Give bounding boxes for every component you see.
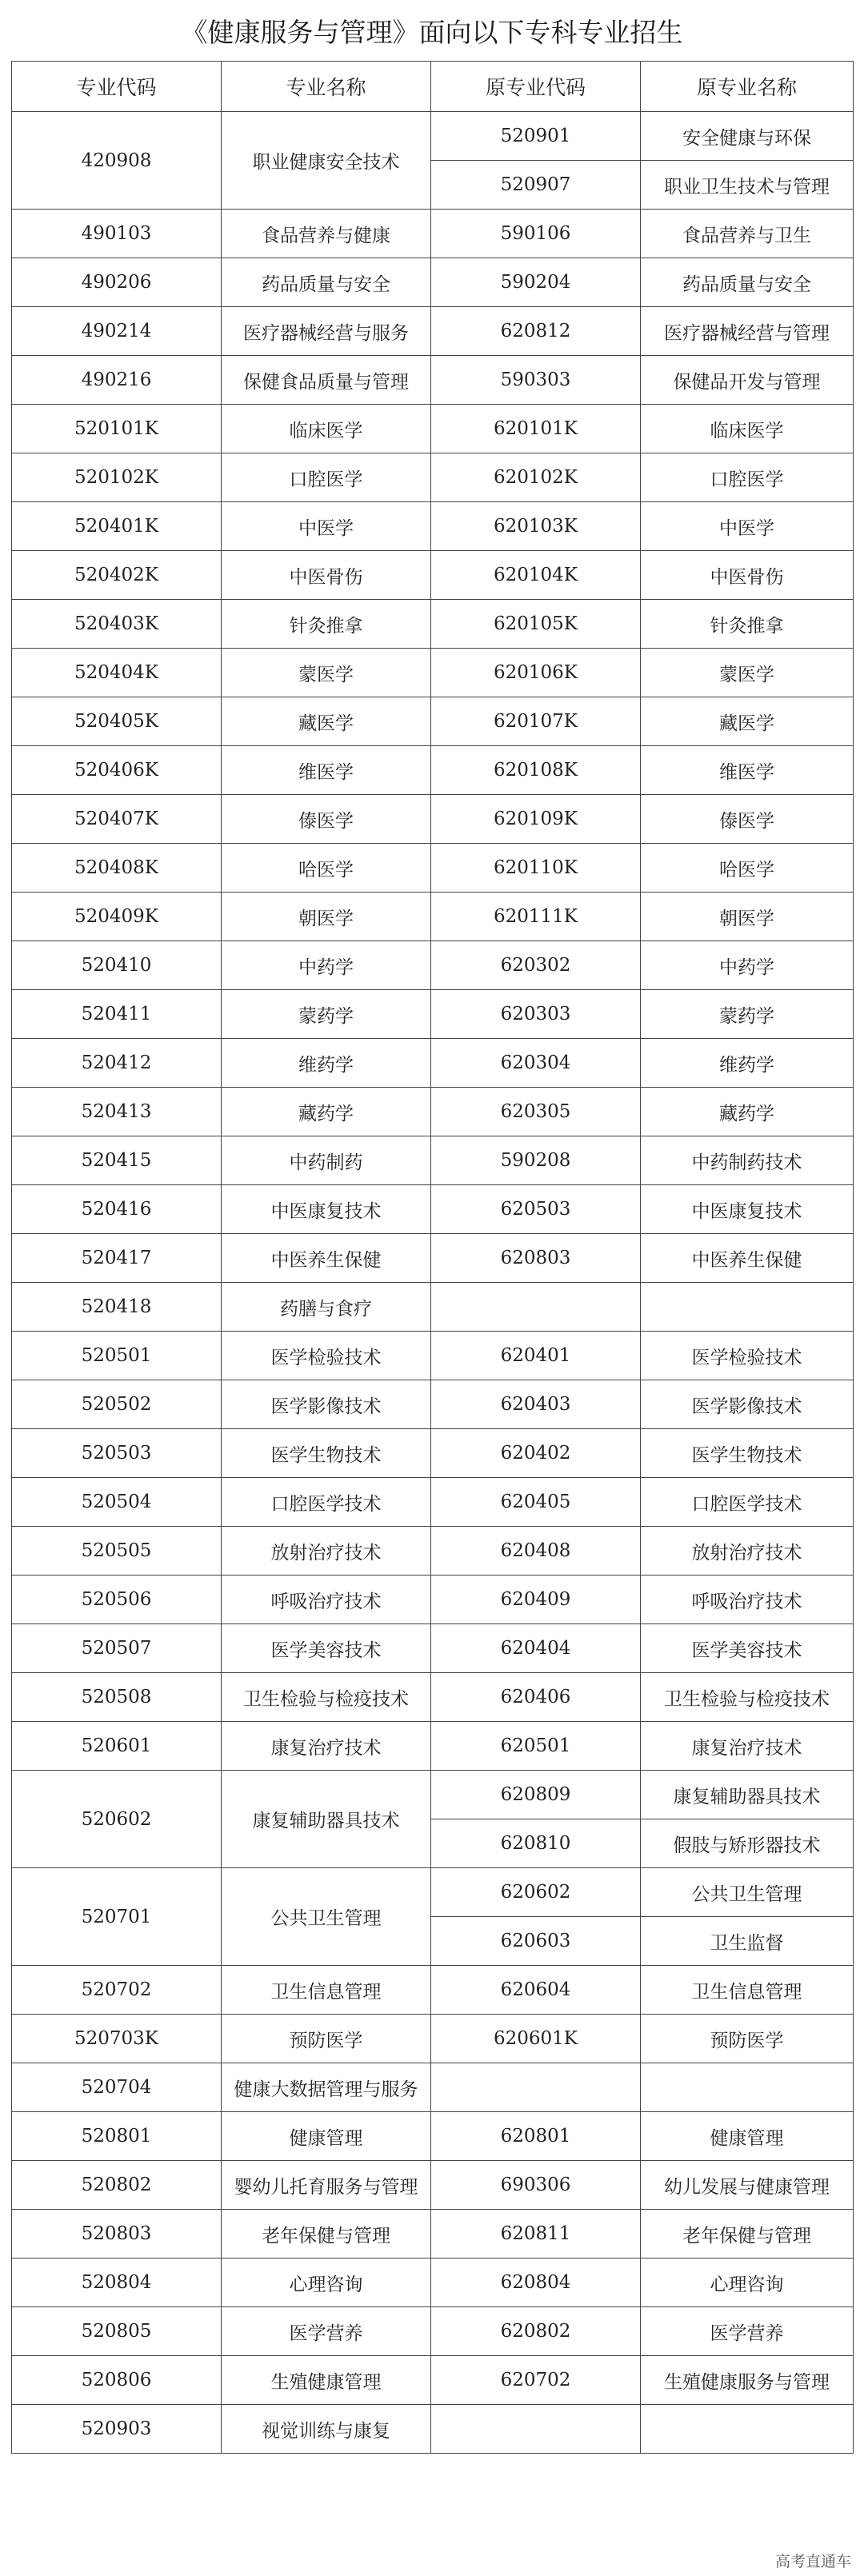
table-row (12, 697, 854, 746)
major-code-cell: 490103 (12, 210, 222, 258)
table-row (12, 1966, 854, 2015)
major-code-cell: 520412 (12, 1039, 222, 1088)
table-row (12, 1576, 854, 1624)
original-name-cell: 临床医学 (641, 405, 854, 453)
original-name-cell: 放射治疗技术 (641, 1527, 854, 1576)
major-name-cell: 食品营养与健康 (222, 210, 431, 258)
original-code-cell: 620109K (431, 795, 641, 844)
original-name-cell: 蒙药学 (641, 990, 854, 1039)
original-name-cell: 中药学 (641, 941, 854, 990)
major-name-cell: 卫生检验与检疫技术 (222, 1673, 431, 1722)
original-name-cell (641, 2063, 854, 2112)
original-name-cell: 康复治疗技术 (641, 1722, 854, 1771)
original-name-cell: 中药制药技术 (641, 1136, 854, 1185)
original-name-cell: 哈医学 (641, 844, 854, 893)
original-code-cell: 620604 (431, 1966, 641, 2015)
major-name-cell: 哈医学 (222, 844, 431, 893)
major-code-cell: 520404K (12, 649, 222, 697)
table-row (12, 2112, 854, 2161)
major-code-cell: 520504 (12, 1478, 222, 1527)
table-row (12, 1478, 854, 1527)
major-name-cell: 医学营养 (222, 2307, 431, 2356)
major-name-cell: 中医康复技术 (222, 1185, 431, 1234)
major-name-cell: 医学影像技术 (222, 1380, 431, 1429)
major-code-cell: 520417 (12, 1234, 222, 1283)
table-row (12, 307, 854, 356)
major-name-cell: 康复治疗技术 (222, 1722, 431, 1771)
major-name-cell: 针灸推拿 (222, 600, 431, 649)
original-code-cell: 620107K (431, 697, 641, 746)
original-code-cell: 620108K (431, 746, 641, 795)
original-code-cell: 620802 (431, 2307, 641, 2356)
major-name-cell: 视觉训练与康复 (222, 2405, 431, 2454)
original-name-cell: 医学营养 (641, 2307, 854, 2356)
major-name-cell: 医疗器械经营与服务 (222, 307, 431, 356)
major-name-cell: 傣医学 (222, 795, 431, 844)
major-name-cell: 维药学 (222, 1039, 431, 1088)
original-name-cell: 卫生信息管理 (641, 1966, 854, 2015)
major-code-cell: 490214 (12, 307, 222, 356)
table-row (12, 649, 854, 697)
major-code-cell: 520415 (12, 1136, 222, 1185)
table-row (12, 746, 854, 795)
original-name-cell: 傣医学 (641, 795, 854, 844)
major-name-cell: 呼吸治疗技术 (222, 1576, 431, 1624)
original-code-cell: 620812 (431, 307, 641, 356)
major-code-cell: 520903 (12, 2405, 222, 2454)
original-name-cell: 卫生检验与检疫技术 (641, 1673, 854, 1722)
original-code-cell: 620809 (431, 1771, 641, 1819)
table-row (12, 2356, 854, 2405)
original-name-cell: 朝医学 (641, 893, 854, 941)
major-name-cell: 口腔医学技术 (222, 1478, 431, 1527)
original-name-cell: 呼吸治疗技术 (641, 1576, 854, 1624)
watermark: 高考直通车 (774, 2553, 851, 2570)
table-row (12, 1527, 854, 1576)
table-row (12, 1088, 854, 1136)
original-name-cell: 口腔医学 (641, 453, 854, 502)
table-row (12, 453, 854, 502)
original-code-cell: 620804 (431, 2258, 641, 2307)
original-name-cell: 针灸推拿 (641, 600, 854, 649)
original-code-cell: 620305 (431, 1088, 641, 1136)
page-title: 《健康服务与管理》面向以下专科专业招生 (181, 17, 683, 48)
table-row (12, 1868, 854, 1917)
major-code-cell: 520405K (12, 697, 222, 746)
original-name-cell: 蒙医学 (641, 649, 854, 697)
original-name-cell: 中医康复技术 (641, 1185, 854, 1234)
original-code-cell: 620702 (431, 2356, 641, 2405)
major-code-cell: 520701 (12, 1868, 222, 1966)
original-code-cell: 620503 (431, 1185, 641, 1234)
header-major-code: 专业代码 (12, 62, 222, 112)
table-row (12, 1722, 854, 1771)
major-code-cell: 520508 (12, 1673, 222, 1722)
table-row (12, 844, 854, 893)
major-code-cell: 520403K (12, 600, 222, 649)
major-name-cell: 卫生信息管理 (222, 1966, 431, 2015)
table-row (12, 2015, 854, 2063)
major-name-cell: 放射治疗技术 (222, 1527, 431, 1576)
original-code-cell: 620401 (431, 1332, 641, 1380)
major-code-cell: 520804 (12, 2258, 222, 2307)
table-row (12, 1039, 854, 1088)
major-code-cell: 490216 (12, 356, 222, 405)
major-code-cell: 520502 (12, 1380, 222, 1429)
original-code-cell: 620403 (431, 1380, 641, 1429)
table-row (12, 1234, 854, 1283)
major-name-cell: 中医骨伤 (222, 551, 431, 600)
major-name-cell: 临床医学 (222, 405, 431, 453)
original-name-cell: 健康管理 (641, 2112, 854, 2161)
major-code-cell: 520410 (12, 941, 222, 990)
major-code-cell: 520102K (12, 453, 222, 502)
original-name-cell: 假肢与矫形器技术 (641, 1819, 854, 1868)
major-code-cell: 520704 (12, 2063, 222, 2112)
major-name-cell: 公共卫生管理 (222, 1868, 431, 1966)
original-code-cell: 620408 (431, 1527, 641, 1576)
original-name-cell: 中医学 (641, 502, 854, 551)
major-name-cell: 中医养生保健 (222, 1234, 431, 1283)
major-code-cell: 520703K (12, 2015, 222, 2063)
major-code-cell: 520411 (12, 990, 222, 1039)
table-row (12, 1185, 854, 1234)
table-row (12, 551, 854, 600)
original-name-cell: 公共卫生管理 (641, 1868, 854, 1917)
header-major-name: 专业名称 (222, 62, 431, 112)
major-code-cell: 520416 (12, 1185, 222, 1234)
major-name-cell: 婴幼儿托育服务与管理 (222, 2161, 431, 2210)
table-row (12, 795, 854, 844)
original-name-cell: 老年保健与管理 (641, 2210, 854, 2258)
major-name-cell: 维医学 (222, 746, 431, 795)
major-code-cell: 520806 (12, 2356, 222, 2405)
major-name-cell: 口腔医学 (222, 453, 431, 502)
original-code-cell: 620101K (431, 405, 641, 453)
major-code-cell: 520803 (12, 2210, 222, 2258)
table-row (12, 1283, 854, 1332)
table-row (12, 2210, 854, 2258)
table-row (12, 600, 854, 649)
major-name-cell: 藏医学 (222, 697, 431, 746)
major-code-cell: 420908 (12, 112, 222, 210)
major-name-cell: 心理咨询 (222, 2258, 431, 2307)
major-code-cell: 520402K (12, 551, 222, 600)
major-code-cell: 520805 (12, 2307, 222, 2356)
table-row (12, 1332, 854, 1380)
major-name-cell: 药膳与食疗 (222, 1283, 431, 1332)
original-name-cell: 生殖健康服务与管理 (641, 2356, 854, 2405)
major-name-cell: 医学美容技术 (222, 1624, 431, 1673)
table-row (12, 990, 854, 1039)
original-name-cell: 医学检验技术 (641, 1332, 854, 1380)
major-name-cell: 中药制药 (222, 1136, 431, 1185)
original-code-cell: 620402 (431, 1429, 641, 1478)
original-name-cell: 口腔医学技术 (641, 1478, 854, 1527)
major-code-cell: 520505 (12, 1527, 222, 1576)
original-code-cell: 590204 (431, 258, 641, 307)
major-name-cell: 中药学 (222, 941, 431, 990)
table-row (12, 1380, 854, 1429)
major-code-cell: 520801 (12, 2112, 222, 2161)
original-code-cell: 620102K (431, 453, 641, 502)
major-name-cell: 医学生物技术 (222, 1429, 431, 1478)
major-name-cell: 医学检验技术 (222, 1332, 431, 1380)
major-code-cell: 520503 (12, 1429, 222, 1478)
major-code-cell: 520418 (12, 1283, 222, 1332)
original-name-cell: 食品营养与卫生 (641, 210, 854, 258)
original-code-cell: 620801 (431, 2112, 641, 2161)
original-name-cell: 卫生监督 (641, 1917, 854, 1966)
original-name-cell (641, 1283, 854, 1332)
original-code-cell: 620406 (431, 1673, 641, 1722)
original-name-cell: 安全健康与环保 (641, 112, 854, 161)
major-name-cell: 康复辅助器具技术 (222, 1771, 431, 1868)
original-code-cell: 620103K (431, 502, 641, 551)
original-code-cell: 620803 (431, 1234, 641, 1283)
major-table (11, 61, 854, 2454)
header-row (12, 62, 854, 112)
original-code-cell (431, 2405, 641, 2454)
table-body (12, 112, 854, 2454)
original-code-cell (431, 2063, 641, 2112)
original-name-cell: 维药学 (641, 1039, 854, 1088)
table-row (12, 1673, 854, 1722)
original-name-cell: 保健品开发与管理 (641, 356, 854, 405)
major-code-cell: 520413 (12, 1088, 222, 1136)
original-code-cell: 620409 (431, 1576, 641, 1624)
original-code-cell: 690306 (431, 2161, 641, 2210)
major-name-cell: 药品质量与安全 (222, 258, 431, 307)
original-name-cell: 心理咨询 (641, 2258, 854, 2307)
original-code-cell: 620603 (431, 1917, 641, 1966)
table-row (12, 502, 854, 551)
major-name-cell: 朝医学 (222, 893, 431, 941)
major-name-cell: 藏药学 (222, 1088, 431, 1136)
table-row (12, 356, 854, 405)
original-code-cell: 620302 (431, 941, 641, 990)
table-row (12, 1136, 854, 1185)
original-code-cell: 620602 (431, 1868, 641, 1917)
table-row (12, 893, 854, 941)
major-code-cell: 520602 (12, 1771, 222, 1868)
table-row (12, 112, 854, 161)
table-row (12, 1429, 854, 1478)
original-name-cell: 藏药学 (641, 1088, 854, 1136)
major-code-cell: 520507 (12, 1624, 222, 1673)
major-name-cell: 保健食品质量与管理 (222, 356, 431, 405)
original-code-cell: 590208 (431, 1136, 641, 1185)
table-row (12, 2405, 854, 2454)
original-code-cell: 620304 (431, 1039, 641, 1088)
major-name-cell: 生殖健康管理 (222, 2356, 431, 2405)
original-code-cell: 620303 (431, 990, 641, 1039)
major-code-cell: 520601 (12, 1722, 222, 1771)
original-code-cell: 620110K (431, 844, 641, 893)
table-row (12, 2307, 854, 2356)
major-code-cell: 520501 (12, 1332, 222, 1380)
major-code-cell: 520407K (12, 795, 222, 844)
original-name-cell: 中医骨伤 (641, 551, 854, 600)
original-name-cell: 医疗器械经营与管理 (641, 307, 854, 356)
original-code-cell: 620111K (431, 893, 641, 941)
original-code-cell: 620811 (431, 2210, 641, 2258)
original-name-cell: 康复辅助器具技术 (641, 1771, 854, 1819)
original-name-cell (641, 2405, 854, 2454)
major-code-cell: 490206 (12, 258, 222, 307)
original-name-cell: 中医养生保健 (641, 1234, 854, 1283)
major-code-cell: 520409K (12, 893, 222, 941)
table-row (12, 1771, 854, 1819)
major-name-cell: 蒙药学 (222, 990, 431, 1039)
original-code-cell: 590106 (431, 210, 641, 258)
major-code-cell: 520802 (12, 2161, 222, 2210)
original-name-cell: 职业卫生技术与管理 (641, 161, 854, 210)
original-code-cell: 620104K (431, 551, 641, 600)
original-name-cell: 藏医学 (641, 697, 854, 746)
original-code-cell: 620405 (431, 1478, 641, 1527)
major-name-cell: 蒙医学 (222, 649, 431, 697)
table-row (12, 258, 854, 307)
original-code-cell: 620601K (431, 2015, 641, 2063)
original-name-cell: 幼儿发展与健康管理 (641, 2161, 854, 2210)
original-code-cell: 620404 (431, 1624, 641, 1673)
major-name-cell: 中医学 (222, 502, 431, 551)
table-row (12, 405, 854, 453)
original-name-cell: 医学影像技术 (641, 1380, 854, 1429)
original-name-cell: 药品质量与安全 (641, 258, 854, 307)
table-row (12, 1624, 854, 1673)
table-row (12, 2063, 854, 2112)
major-name-cell: 健康管理 (222, 2112, 431, 2161)
table-row (12, 2161, 854, 2210)
major-code-cell: 520401K (12, 502, 222, 551)
major-code-cell: 520702 (12, 1966, 222, 2015)
table-row (12, 210, 854, 258)
original-code-cell: 620501 (431, 1722, 641, 1771)
original-name-cell: 预防医学 (641, 2015, 854, 2063)
original-name-cell: 医学生物技术 (641, 1429, 854, 1478)
original-code-cell: 620106K (431, 649, 641, 697)
original-code-cell: 620810 (431, 1819, 641, 1868)
major-code-cell: 520101K (12, 405, 222, 453)
major-code-cell: 520406K (12, 746, 222, 795)
original-name-cell: 医学美容技术 (641, 1624, 854, 1673)
major-name-cell: 职业健康安全技术 (222, 112, 431, 210)
original-code-cell (431, 1283, 641, 1332)
table-row (12, 2258, 854, 2307)
major-name-cell: 健康大数据管理与服务 (222, 2063, 431, 2112)
header-original-name: 原专业名称 (641, 62, 854, 112)
original-name-cell: 维医学 (641, 746, 854, 795)
original-code-cell: 590303 (431, 356, 641, 405)
major-name-cell: 老年保健与管理 (222, 2210, 431, 2258)
original-code-cell: 520907 (431, 161, 641, 210)
major-code-cell: 520408K (12, 844, 222, 893)
original-code-cell: 620105K (431, 600, 641, 649)
major-name-cell: 预防医学 (222, 2015, 431, 2063)
original-code-cell: 520901 (431, 112, 641, 161)
header-original-code: 原专业代码 (431, 62, 641, 112)
major-code-cell: 520506 (12, 1576, 222, 1624)
table-row (12, 941, 854, 990)
